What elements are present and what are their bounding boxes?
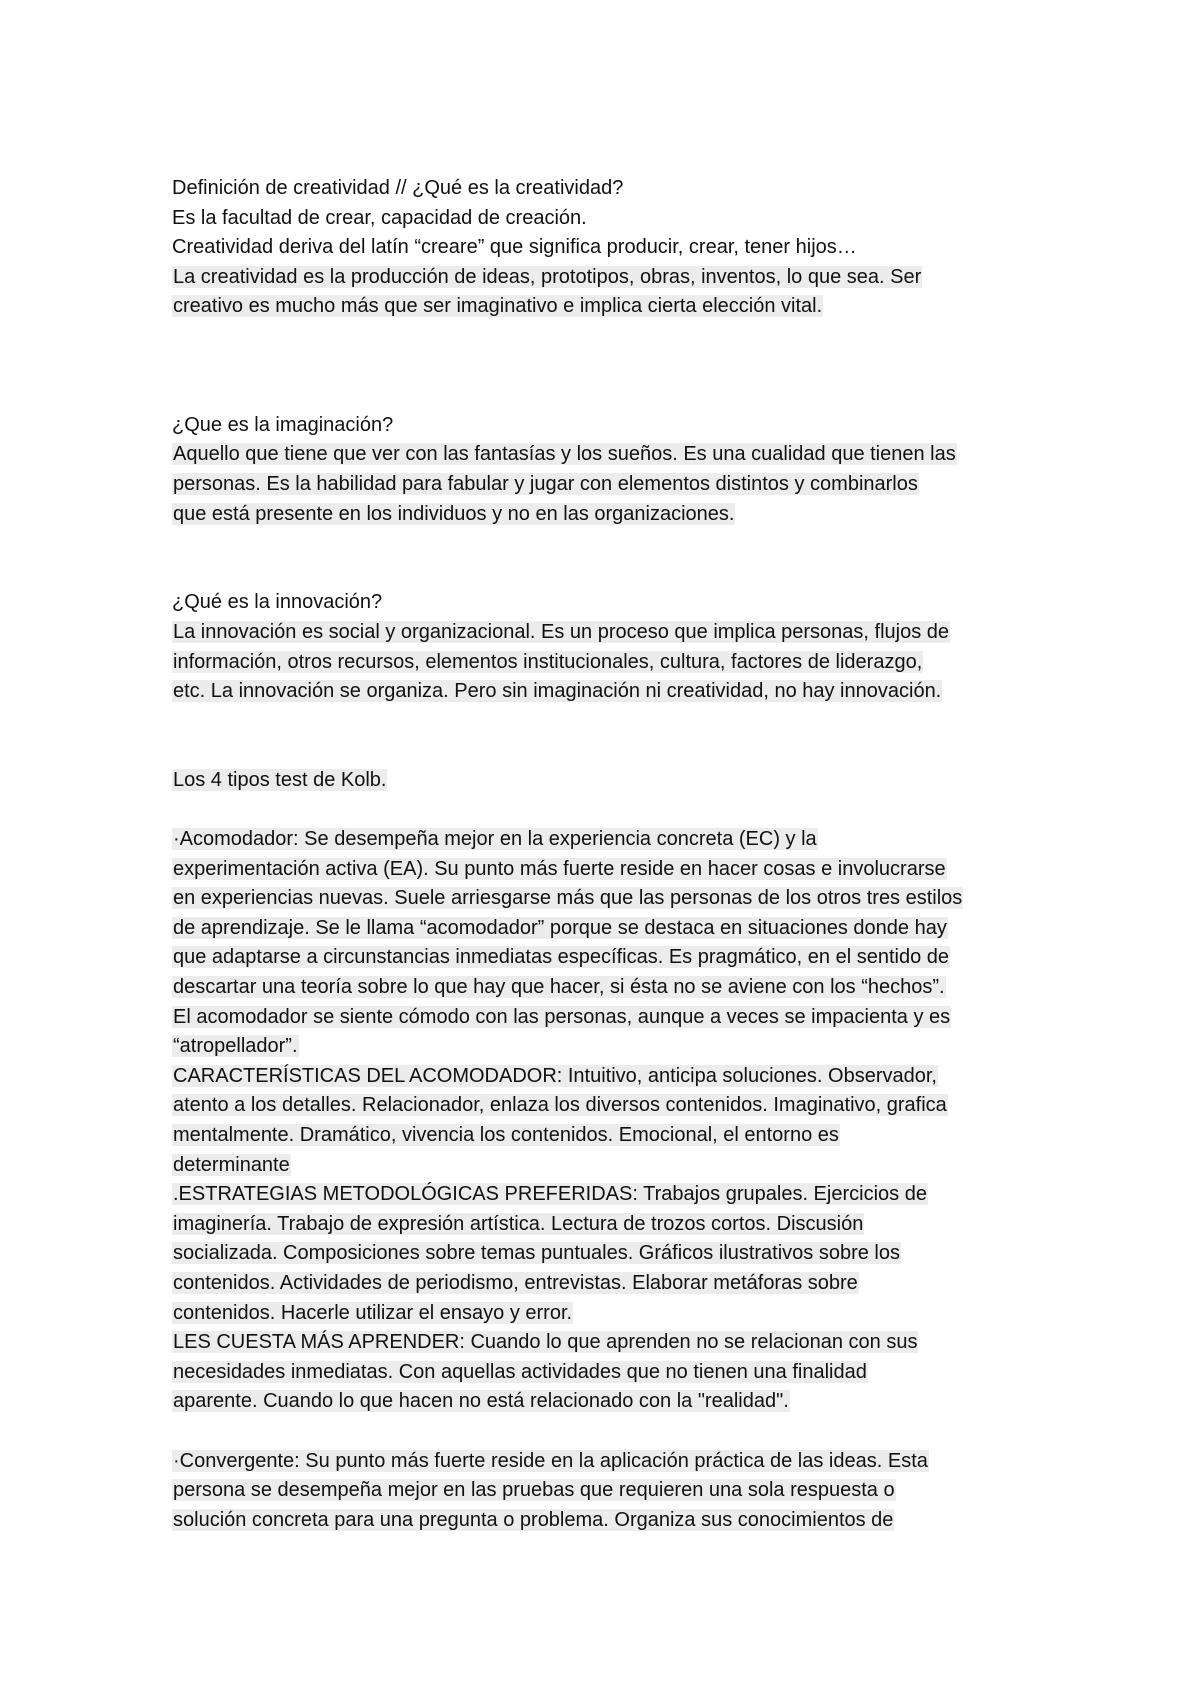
spacer	[172, 1417, 1052, 1447]
heading-imaginacion: ¿Que es la imaginación?	[172, 413, 394, 436]
spacer	[172, 322, 1052, 411]
document-body	[172, 174, 1052, 1535]
kolb-convergente	[172, 1447, 1052, 1536]
paragraph-line: ·Convergente: Su punto más fuerte reside en la aplicación práctica de las ideas. Esta	[173, 1449, 928, 1472]
paragraph-line: necesidades inmediatas. Con aquellas actividades que no tienen una finalidad	[173, 1360, 867, 1383]
paragraph-line: Es la facultad de crear, capacidad de creación.	[172, 206, 587, 229]
spacer	[172, 795, 1052, 825]
paragraph-line: información, otros recursos, elementos institucionales, cultura, factores de liderazgo,	[173, 650, 923, 673]
paragraph-line: “atropellador”.	[173, 1035, 298, 1058]
heading-innovacion: ¿Qué es la innovación?	[172, 591, 383, 614]
paragraph-line: en experiencias nuevas. Suele arriesgarse más que las personas de los otros tres estilos	[173, 887, 963, 910]
heading-creatividad: Definición de creatividad // ¿Qué es la creatividad?	[172, 177, 624, 199]
paragraph-line: contenidos. Actividades de periodismo, entrevistas. Elaborar metáforas sobre	[173, 1271, 858, 1294]
paragraph-line: determinante	[173, 1153, 290, 1176]
paragraph-line: de aprendizaje. Se le llama “acomodador” porque se destaca en situaciones donde hay	[173, 916, 947, 939]
paragraph-line: El acomodador se siente cómodo con las personas, aunque a veces se impacienta y es	[173, 1005, 951, 1028]
paragraph-line: persona se desempeña mejor en las pruebas que requieren una sola respuesta o	[173, 1479, 895, 1502]
section-innovacion	[172, 588, 1052, 706]
paragraph-line: LES CUESTA MÁS APRENDER: Cuando lo que aprenden no se relacionan con sus	[173, 1331, 918, 1354]
paragraph-line: personas. Es la habilidad para fabular y jugar con elementos distintos y combinarlos	[173, 472, 918, 495]
paragraph-line: Aquello que tiene que ver con las fantasías y los sueños. Es una cualidad que tienen las	[173, 443, 956, 466]
kolb-acomodador	[172, 825, 1052, 1417]
paragraph-line: descartar una teoría sobre lo que hay que hacer, si ésta no se aviene con los “hechos”.	[173, 976, 945, 999]
spacer	[172, 529, 1052, 588]
paragraph-line: experimentación activa (EA). Su punto más fuerte reside en hacer cosas e involucrarse	[173, 857, 946, 880]
paragraph-line: contenidos. Hacerle utilizar el ensayo y error.	[173, 1301, 573, 1324]
paragraph-line: creativo es mucho más que ser imaginativo e implica cierta elección vital.	[173, 295, 823, 318]
paragraph-line: atento a los detalles. Relacionador, enlaza los diversos contenidos. Imaginativo, grafica	[173, 1094, 947, 1117]
paragraph-line: solución concreta para una pregunta o problema. Organiza sus conocimientos de	[173, 1508, 894, 1531]
paragraph-line: .ESTRATEGIAS METODOLÓGICAS PREFERIDAS: Trabajos grupales. Ejercicios de	[173, 1183, 927, 1206]
heading-kolb: Los 4 tipos test de Kolb.	[173, 768, 387, 791]
paragraph-line: que está presente en los individuos y no en las organizaciones.	[173, 502, 735, 525]
spacer	[172, 707, 1052, 766]
section-creatividad	[172, 174, 1052, 322]
paragraph-line: La innovación es social y organizacional. Es un proceso que implica personas, flujos de	[173, 620, 950, 643]
paragraph-line: imaginería. Trabajo de expresión artística. Lectura de trozos cortos. Discusión	[173, 1212, 864, 1235]
section-kolb	[172, 766, 1052, 1535]
paragraph-line: que adaptarse a circunstancias inmediatas específicas. Es pragmático, en el sentido de	[173, 946, 949, 969]
paragraph-line: CARACTERÍSTICAS DEL ACOMODADOR: Intuitivo, anticipa soluciones. Observador,	[173, 1064, 937, 1087]
paragraph-line: ·Acomodador: Se desempeña mejor en la experiencia concreta (EC) y la	[173, 828, 817, 851]
paragraph-line: mentalmente. Dramático, vivencia los contenidos. Emocional, el entorno es	[173, 1124, 839, 1147]
paragraph-line: aparente. Cuando lo que hacen no está relacionado con la "realidad".	[173, 1390, 789, 1413]
paragraph-line: La creatividad es la producción de ideas, prototipos, obras, inventos, lo que sea. Ser	[173, 265, 922, 288]
paragraph-line: Creatividad deriva del latín “creare” que significa producir, crear, tener hijos…	[172, 236, 857, 259]
paragraph-line: etc. La innovación se organiza. Pero sin imaginación ni creatividad, no hay innovación.	[173, 680, 942, 703]
section-imaginacion	[172, 411, 1052, 529]
paragraph-line: socializada. Composiciones sobre temas puntuales. Gráficos ilustrativos sobre los	[173, 1242, 901, 1265]
